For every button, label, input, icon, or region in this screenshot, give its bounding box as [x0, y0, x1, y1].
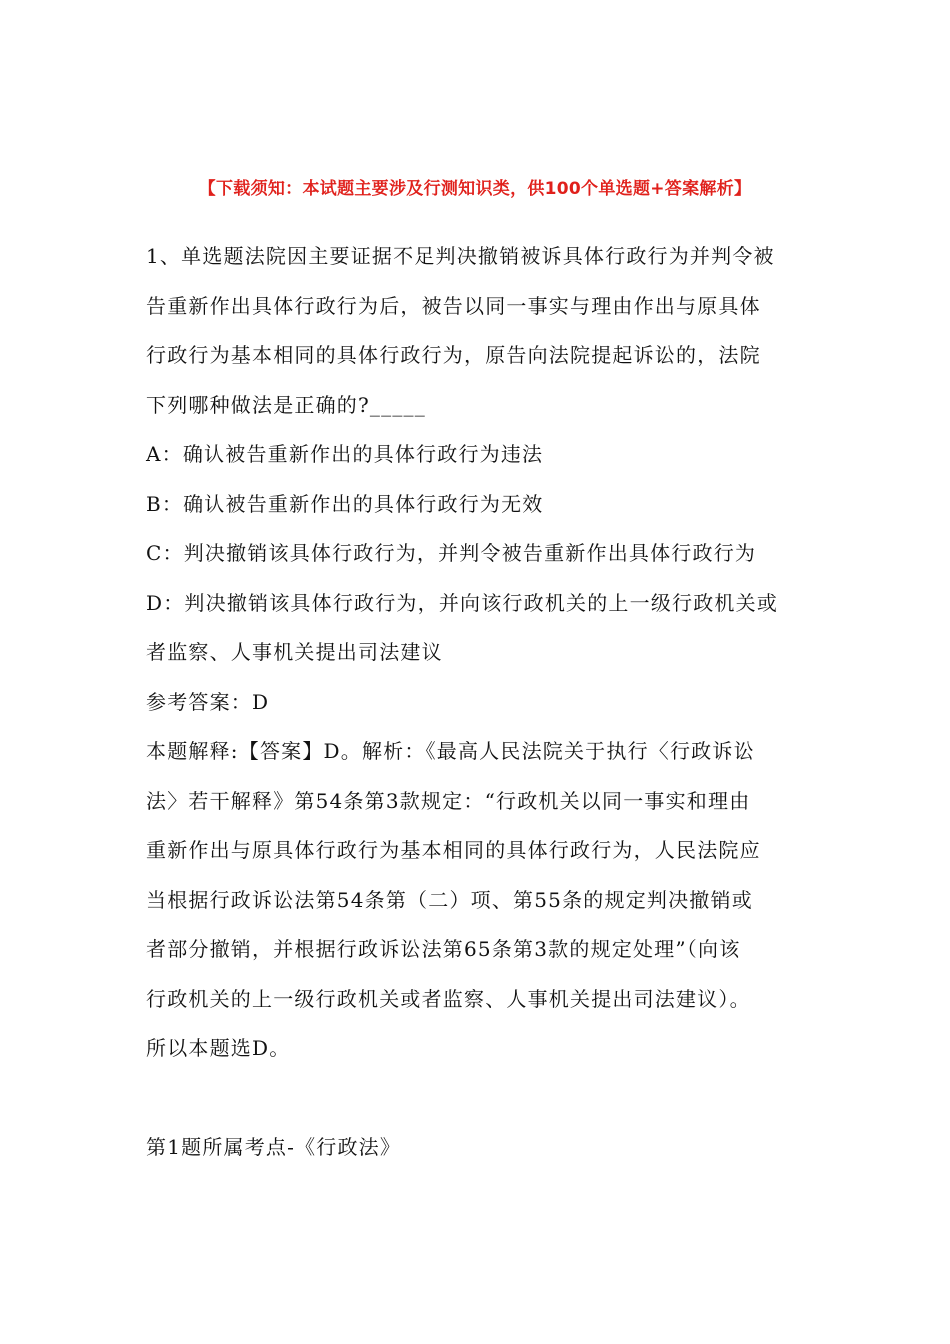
explanation-line: 法〉若干解释》第54条第3款规定：“行政机关以同一事实和理由 — [146, 788, 751, 813]
question-stem-line: 下列哪种做法是正确的?_____ — [146, 392, 426, 417]
reference-answer: 参考答案：D — [146, 689, 270, 714]
option-d-line: 者监察、人事机关提出司法建议 — [146, 640, 443, 664]
explanation-line: 本题解释:【答案】D。解析：《最高人民法院关于执行〈行政诉讼 — [146, 739, 755, 763]
download-notice: 【下载须知：本试题主要涉及行测知识类，供100个单选题+答案解析】 — [198, 179, 752, 199]
question-body — [146, 232, 810, 1173]
spacer — [146, 1074, 810, 1124]
question-stem-line: 1、单选题法院因主要证据不足判决撤销被诉具体行政行为并判令被 — [146, 244, 775, 268]
explanation-line: 行政机关的上一级行政机关或者监察、人事机关提出司法建议）。 — [146, 986, 751, 1011]
question-stem-line: 行政行为基本相同的具体行政行为，原告向法院提起诉讼的，法院 — [146, 343, 761, 367]
option-b: B：确认被告重新作出的具体行政行为无效 — [146, 491, 544, 516]
explanation-line: 重新作出与原具体行政行为基本相同的具体行政行为，人民法院应 — [146, 838, 761, 862]
topic-line: 第1题所属考点-《行政法》 — [146, 1135, 402, 1159]
option-d-line: D：判决撤销该具体行政行为，并向该行政机关的上一级行政机关或 — [146, 590, 779, 615]
explanation-line: 者部分撤销，并根据行政诉讼法第65条第3款的规定处理”（向该 — [146, 937, 741, 961]
explanation-line: 当根据行政诉讼法第54条第（二）项、第55条的规定判决撤销或 — [146, 887, 753, 912]
explanation-line: 所以本题选D。 — [146, 1036, 291, 1060]
option-a: A：确认被告重新作出的具体行政行为违法 — [146, 442, 544, 466]
option-c: C：判决撤销该具体行政行为，并判令被告重新作出具体行政行为 — [146, 541, 757, 565]
question-stem-line: 告重新作出具体行政行为后，被告以同一事实与理由作出与原具体 — [146, 293, 761, 318]
